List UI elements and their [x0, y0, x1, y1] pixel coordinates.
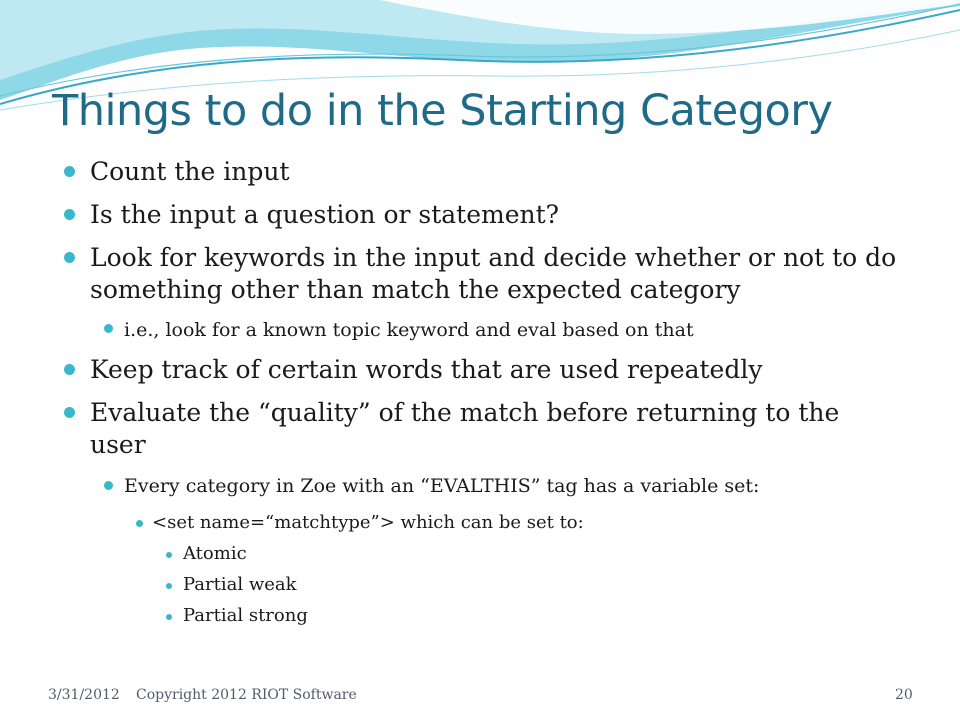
bullet-dot-icon	[166, 583, 172, 589]
bullet-known-topic-keyword: i.e., look for a known topic keyword and eval based on that	[124, 319, 694, 341]
bullet-keep-track-words: Keep track of certain words that are used repeatedly	[90, 355, 763, 384]
bullet-evalthis-tag: Every category in Zoe with an “EVALTHIS” tag has a variable set:	[124, 475, 760, 497]
bullet-dot-icon	[64, 209, 75, 220]
bullet-dot-icon	[104, 324, 113, 333]
bullet-dot-icon	[166, 552, 172, 558]
bullet-dot-icon	[136, 520, 143, 527]
footer-page-number: 20	[895, 687, 913, 703]
bullet-dot-icon	[64, 407, 75, 418]
bullet-set-matchtype: <set name=“matchtype”> which can be set to:	[152, 512, 584, 533]
bullet-count-input: Count the input	[90, 157, 290, 186]
bullet-partial-strong: Partial strong	[183, 605, 308, 626]
bullet-atomic: Atomic	[183, 543, 247, 564]
bullet-partial-weak: Partial weak	[183, 574, 297, 595]
bullet-dot-icon	[64, 252, 75, 263]
footer-copyright: Copyright 2012 RIOT Software	[136, 687, 357, 703]
footer-date: 3/31/2012	[48, 687, 120, 703]
bullet-dot-icon	[64, 166, 75, 177]
bullet-evaluate-quality: Evaluate the “quality” of the match before returning to the user	[90, 398, 840, 459]
bullet-look-for-keywords: Look for keywords in the input and decide whether or not to do something other than match the expected category	[90, 243, 897, 304]
bullet-question-or-statement: Is the input a question or statement?	[90, 200, 560, 229]
bullet-dot-icon	[64, 364, 75, 375]
bullet-dot-icon	[104, 481, 113, 490]
bullet-dot-icon	[166, 614, 172, 620]
slide-title: Things to do in the Starting Category	[52, 86, 833, 136]
